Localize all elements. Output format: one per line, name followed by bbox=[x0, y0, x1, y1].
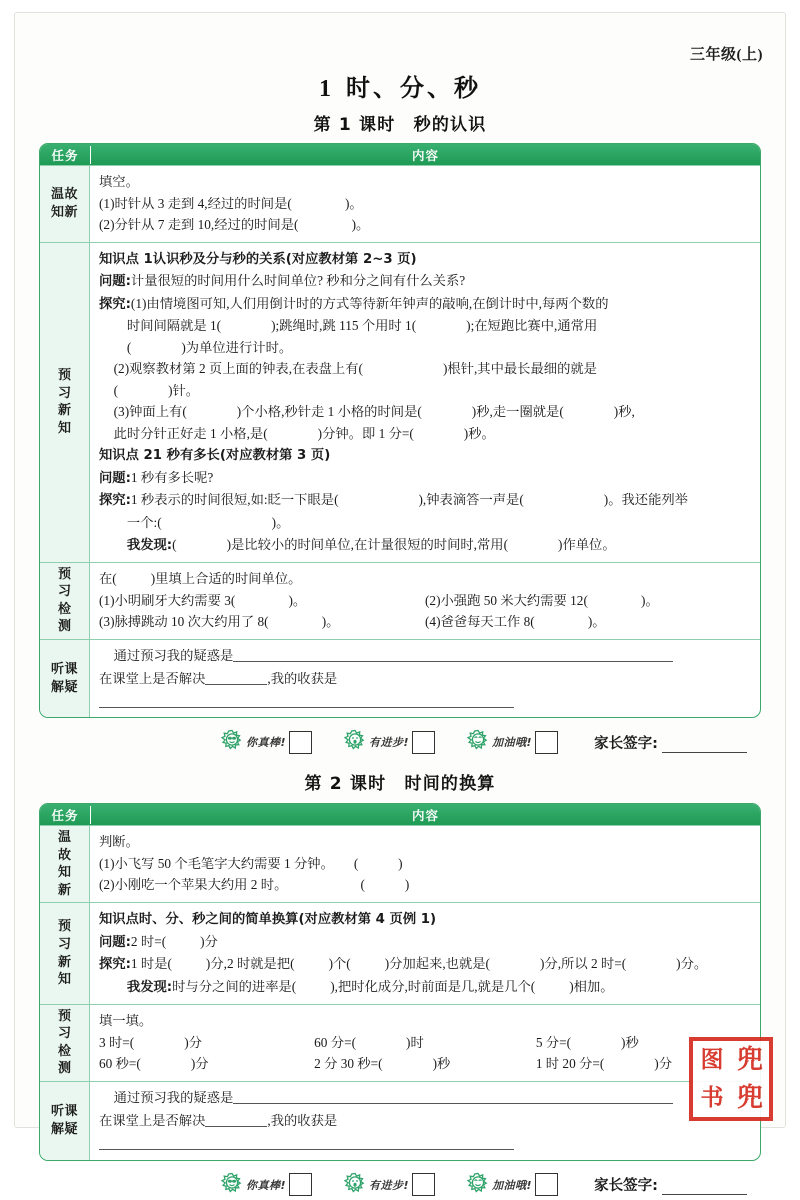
content-preview bbox=[90, 903, 760, 1004]
gain-line[interactable]: 在课堂上是否解决 ,我的收获是 bbox=[99, 667, 751, 714]
table-row bbox=[40, 242, 760, 562]
selftest-item[interactable]: (2)小强跑 50 米大约需要 12( )。 bbox=[425, 592, 659, 608]
sun-sunglasses-icon bbox=[219, 1172, 245, 1198]
parent-signature-label: 家长签字: bbox=[594, 1178, 658, 1195]
inquiry-4-line2[interactable]: 一个:( )。 bbox=[126, 514, 290, 530]
selftest-item[interactable]: (4)爸爸每天工作 8( )。 bbox=[425, 614, 606, 630]
lesson-2-title: 第 2 课时 时间的换算 bbox=[304, 774, 496, 795]
content-selftest bbox=[90, 1005, 760, 1081]
praise-checkbox[interactable] bbox=[289, 731, 312, 754]
inquiry-2-line2[interactable]: ( )针。 bbox=[113, 382, 200, 398]
table-row bbox=[40, 1004, 760, 1081]
table-row bbox=[40, 1081, 760, 1160]
knowledge-point-1: 知识点 1认识秒及分与秒的关系(对应教材第 2~3 页) bbox=[99, 251, 417, 267]
sun-surprised-icon bbox=[342, 1172, 368, 1198]
parent-signature-line[interactable] bbox=[662, 1181, 747, 1195]
inquiry-3-line2[interactable]: 此时分针正好走 1 小格,是( )分钟。即 1 分=( )秒。 bbox=[113, 425, 495, 441]
sun-smile-icon bbox=[465, 729, 491, 755]
praise-checkbox[interactable] bbox=[535, 731, 558, 754]
praise-checkbox[interactable] bbox=[289, 1173, 312, 1196]
conversion-row-2 bbox=[99, 1053, 751, 1075]
parent-signature-line[interactable] bbox=[662, 739, 747, 753]
question[interactable]: 问题:2 时=( )分 bbox=[99, 933, 218, 950]
praise-label: 你真棒! bbox=[246, 736, 287, 750]
praise-checkbox[interactable] bbox=[412, 731, 435, 754]
conversion-item[interactable]: 60 秒=( )分 bbox=[99, 1056, 209, 1072]
praise-item[interactable] bbox=[342, 729, 435, 755]
grade-label: 三年级(上) bbox=[690, 47, 763, 63]
table-row bbox=[40, 825, 760, 902]
inquiry-3-line1[interactable]: (3)钟面上有( )个小格,秒针走 1 小格的时间是( )秒,走一圈就是( )秒, bbox=[113, 404, 635, 420]
resolved-write-line[interactable] bbox=[205, 1113, 267, 1127]
content-selftest bbox=[90, 563, 760, 639]
conversion-item[interactable]: 5 分=( )秒 bbox=[535, 1034, 639, 1050]
praise-label: 你真棒! bbox=[246, 1178, 287, 1192]
header-content: 内容 bbox=[90, 146, 760, 164]
gain-line[interactable]: 在课堂上是否解决 ,我的收获是 bbox=[99, 1109, 751, 1156]
lesson-1-table bbox=[39, 143, 761, 718]
task-label-listen: 听课 解疑 bbox=[40, 1082, 90, 1160]
content-listen bbox=[90, 640, 760, 718]
lesson-1-title: 第 1 课时 秒的认识 bbox=[313, 115, 487, 135]
inquiry[interactable]: 探究:1 时是( )分,2 时就是把( )个( )分加起来,也就是( )分,所以 2 时=( )分。 bbox=[99, 956, 708, 973]
praise-checkbox[interactable] bbox=[535, 1173, 558, 1196]
task-label-selftest: 预 习 检 测 bbox=[40, 563, 90, 639]
conversion-row-1 bbox=[99, 1032, 751, 1054]
inquiry-1-line3[interactable]: ( )为单位进行计时。 bbox=[126, 339, 293, 355]
praise-row-lesson-1 bbox=[39, 727, 761, 757]
parent-signature-label: 家长签字: bbox=[594, 735, 658, 752]
chapter-number: 1 bbox=[319, 76, 334, 102]
content-preview bbox=[90, 243, 760, 562]
header-content: 内容 bbox=[90, 806, 760, 824]
praise-row-lesson-2 bbox=[39, 1170, 761, 1200]
seal-char: 图 bbox=[700, 1046, 724, 1073]
task-label-preview: 预 习 新 知 bbox=[40, 243, 90, 562]
question-2: 问题:1 秒有多长呢? bbox=[99, 469, 214, 486]
praise-item[interactable] bbox=[465, 729, 558, 755]
judge-instruction: 判断。 bbox=[99, 834, 139, 850]
table-row bbox=[40, 902, 760, 1004]
praise-label: 有进步! bbox=[369, 1178, 410, 1192]
doubt-line[interactable]: 通过预习我的疑惑是 bbox=[99, 644, 751, 667]
fill-instruction: 填空。 bbox=[99, 174, 139, 189]
finding[interactable]: 我发现:时与分之间的进率是( ),把时化成分,时前面是几,就是几个( )相加。 bbox=[126, 978, 614, 995]
gain-write-line[interactable] bbox=[99, 1136, 514, 1150]
gain-write-line[interactable] bbox=[99, 694, 514, 708]
knowledge-point: 知识点时、分、秒之间的简单换算(对应教材第 4 页例 1) bbox=[99, 912, 437, 928]
praise-item[interactable] bbox=[465, 1172, 558, 1198]
judge-item[interactable]: (2)小刚吃一个苹果大约用 2 时。 ( ) bbox=[99, 877, 410, 893]
chapter-title bbox=[15, 68, 785, 103]
content-listen bbox=[90, 1082, 760, 1160]
sun-smile-icon bbox=[465, 1172, 491, 1198]
inquiry-1-line2[interactable]: 时间间隔就是 1( );跳绳时,跳 115 个用时 1( );在短跑比赛中,通常用 bbox=[126, 318, 598, 334]
seal-char: 书 bbox=[700, 1084, 724, 1111]
task-label-preview: 预 习 新 知 bbox=[40, 903, 90, 1004]
praise-label: 加油哦! bbox=[492, 736, 533, 750]
task-label-selftest: 预 习 检 测 bbox=[40, 1005, 90, 1081]
sun-sunglasses-icon bbox=[219, 729, 245, 755]
praise-item[interactable] bbox=[219, 729, 312, 755]
seal-char: 兜 bbox=[736, 1045, 763, 1075]
praise-label: 加油哦! bbox=[492, 1178, 533, 1192]
chapter-title-text: 时、分、秒 bbox=[346, 74, 481, 102]
question-1: 问题:计量很短的时间用什么时间单位? 秒和分之间有什么关系? bbox=[99, 273, 466, 290]
praise-label: 有进步! bbox=[369, 736, 410, 750]
selftest-items-row-1 bbox=[99, 590, 751, 612]
selftest-item[interactable]: (3)脉搏跳动 10 次大约用了 8( )。 bbox=[99, 614, 340, 630]
table-header-row bbox=[40, 144, 760, 165]
header-task: 任务 bbox=[51, 807, 79, 823]
lesson-2-table bbox=[39, 803, 761, 1160]
conversion-item[interactable]: 2 分 30 秒=( )秒 bbox=[314, 1056, 451, 1072]
doubt-line[interactable]: 通过预习我的疑惑是 bbox=[99, 1086, 751, 1109]
selftest-items-row-2 bbox=[99, 611, 751, 633]
doubt-write-line[interactable] bbox=[233, 1089, 673, 1103]
inquiry-1-line1: 探究:(1)由情境图可知,人们用倒计时的方式等待新年钟声的敲响,在倒计时中,每两个数的 bbox=[99, 295, 609, 312]
selftest-item[interactable]: (1)小明刷牙大约需要 3( )。 bbox=[99, 592, 307, 608]
conversion-item[interactable]: 3 时=( )分 bbox=[99, 1034, 202, 1050]
selftest-instruction[interactable]: 在( )里填上合适的时间单位。 bbox=[99, 571, 302, 587]
finding-1[interactable]: 我发现:( )是比较小的时间单位,在计量很短的时间时,常用( )作单位。 bbox=[126, 536, 616, 553]
worksheet-page bbox=[14, 12, 786, 1195]
seal-char: 兜 bbox=[736, 1083, 763, 1113]
doubt-write-line[interactable] bbox=[233, 647, 673, 661]
praise-item[interactable] bbox=[342, 1172, 435, 1198]
conversion-item[interactable]: 1 时 20 分=( )分 bbox=[535, 1056, 673, 1072]
table-row bbox=[40, 165, 760, 242]
question-item[interactable]: (2)分针从 7 走到 10,经过的时间是( )。 bbox=[99, 217, 370, 233]
inquiry-2-line1[interactable]: (2)观察教材第 2 页上面的钟表,在表盘上有( )根针,其中最长最细的就是 bbox=[113, 361, 597, 377]
header-task: 任务 bbox=[51, 147, 79, 163]
judge-item[interactable]: (1)小飞写 50 个毛笔字大约需要 1 分钟。 ( ) bbox=[99, 855, 403, 871]
knowledge-point-2: 知识点 21 秒有多长(对应教材第 3 页) bbox=[99, 448, 331, 464]
parent-signature[interactable] bbox=[594, 732, 747, 753]
conversion-item[interactable]: 60 分=( )时 bbox=[314, 1034, 424, 1050]
task-label-review: 温故 知新 bbox=[40, 166, 90, 242]
sun-surprised-icon bbox=[342, 729, 368, 755]
parent-signature[interactable] bbox=[594, 1174, 747, 1195]
content-review bbox=[90, 166, 760, 242]
table-header-row bbox=[40, 804, 760, 825]
content-review bbox=[90, 826, 760, 902]
table-row bbox=[40, 562, 760, 639]
table-row bbox=[40, 639, 760, 718]
task-label-review: 温 故 知 新 bbox=[40, 826, 90, 902]
praise-item[interactable] bbox=[219, 1172, 312, 1198]
publisher-seal-stamp bbox=[689, 1037, 773, 1121]
praise-checkbox[interactable] bbox=[412, 1173, 435, 1196]
task-label-listen: 听课 解疑 bbox=[40, 640, 90, 718]
question-item[interactable]: (1)时针从 3 走到 4,经过的时间是( )。 bbox=[99, 195, 363, 211]
selftest-instruction: 填一填。 bbox=[99, 1013, 153, 1029]
resolved-write-line[interactable] bbox=[205, 671, 267, 685]
inquiry-4-line1[interactable]: 探究:1 秒表示的时间很短,如:眨一下眼是( ),钟表滴答一声是( )。我还能列举 bbox=[99, 492, 688, 509]
